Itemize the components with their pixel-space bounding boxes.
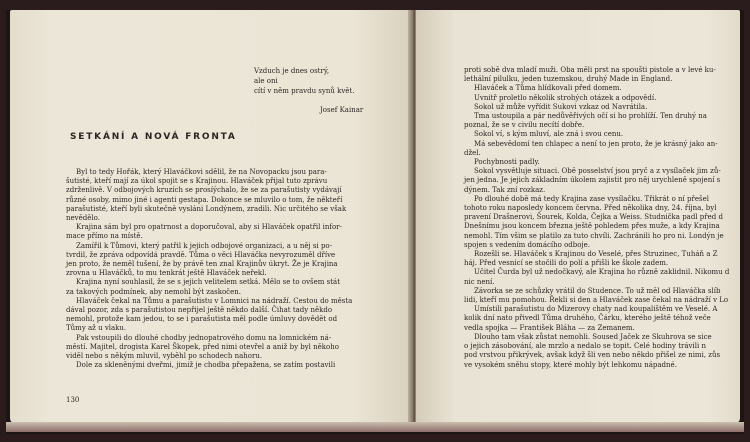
text-line: Uvnitř proletlo několik strohých otázek a odpovědí.	[474, 93, 657, 102]
text-line: nic není.	[464, 277, 495, 286]
text-line: o jejich zásobování, ale mrzlo a nedalo se topit. Celé hodiny trávili n	[464, 342, 706, 351]
text-line: proti sobě dva mladí muži. Oba měli prst na spoušti pistole a v levé ku-	[464, 66, 716, 74]
text-line: ve vysokém sněhu stopy, které mohly být lehkomu nápadné.	[464, 360, 677, 369]
text-line: Rozešli se. Hlaváček s Krajinou do Veselé, přes Struzinec, Tuháň a Z	[474, 250, 718, 259]
text-line: dával pozor, zda s parašutistou nepřijel ještě někdo další. Čihat tady někdo	[66, 306, 333, 315]
text-line: vedla spojka — František Bláha — za Zemanem.	[464, 323, 635, 332]
text-line: jen jedna. Je jejich základním úkolem zajistit pro něj urychleně spojení s	[464, 176, 721, 185]
text-line: šutisté, kteří mají za úkol spojit se s Krajinou. Hlaváček přijal tuto zprávu	[66, 177, 328, 186]
text-line: lidi, kteří mu pomohou. Řekli si den a Hlaváček zase čekal na nádraží v Lo	[464, 296, 729, 305]
text-line: Hlaváček a Tůma hlídkovali před domem.	[474, 84, 622, 93]
text-line: spojen s vedením domácího odboje.	[464, 240, 591, 249]
text-line: nemohl. Tím všim se platilo za tuto chvíli. Zachránili ho pro ni. Londýn je	[464, 231, 724, 240]
text-line: nemohl, protože kam jedou, to se i parašutista měl podle úmluvy dovědět od	[66, 315, 338, 324]
left-page	[10, 10, 414, 424]
text-line: Učitel Čurda byl už nedočkavý, ale Krajina ho různě zaklidnil. Nikomu d	[474, 268, 730, 277]
text-line: pod vrstvou přikrývek, avšak když šli ven nebo někdo přišel ze nimi, zůs	[464, 351, 721, 360]
text-line: viděl nebo s někým mluvil, vyběhl po schodech nahoru.	[66, 352, 263, 361]
epigraph-author: Josef Kainar	[320, 106, 364, 114]
text-line: džel.	[464, 148, 481, 157]
text-line: Sokol ví, s kým mluví, ale zná i svou cenu.	[474, 130, 624, 139]
left-body-text	[66, 168, 352, 370]
text-line: Zamířil k Tůmovi, který patřil k jejich odbojové organizaci, a u něj si po-	[76, 241, 333, 250]
text-line: Byl to tedy Hořák, který Hlaváčkovi sdělil, že na Novopacku jsou para-	[76, 168, 327, 176]
text-line: nevědělo.	[66, 214, 100, 223]
text-line: tohoto roku naposledy koncem června. Před několika dny, 24. října, byl	[464, 204, 717, 213]
poem-line: cítí v něm pravdu synů květ.	[254, 87, 355, 95]
chapter-title: SETKÁNÍ A NOVÁ FRONTA	[70, 132, 237, 142]
text-line: mace přímo na místě.	[66, 232, 143, 241]
text-line: Tůmy až u vlaku.	[66, 324, 127, 333]
text-line: Krajina sám byl pro opatrnost a doporučoval, aby si Hlaváček opatřil infor-	[76, 223, 342, 232]
text-line: Umístili parašutistu do Mizerovy chaty nad koupalištěm ve Veselé. A	[474, 305, 718, 314]
right-body-text	[464, 66, 729, 370]
poem-line: ale oni	[254, 77, 278, 85]
poem-line: Vzduch je dnes ostrý,	[254, 67, 330, 75]
page-edges	[6, 422, 744, 432]
text-line: za takových podmínek, aby nemohl být zaskočen.	[66, 287, 241, 296]
text-line: Hlaváček čekal na Tůmu a parašutistu v Lomnici na nádraží. Cestou do města	[76, 296, 353, 305]
text-line: zrovna u Hlaváčků, to mu tenkrát ještě Hlaváček neřekl.	[66, 269, 267, 278]
text-line: Má sebevědomí ten chlapec a není to jen proto, že je krásný jako an-	[474, 139, 718, 148]
text-line: Dole za skleněnými dveřmi, jimiž je chodba přepažena, se zatím postavili	[76, 361, 336, 370]
text-line: tvrdil, že zpráva odpovídá pravdě. Tůma o věci Hlaváčka nevyrozuměl dříve	[66, 250, 336, 259]
text-line: Dlouho tam však zůstat nemohli. Soused Jaček ze Skuhrova se sice	[474, 332, 712, 341]
text-line: Krajina nyní souhlasil, že se s jejich velitelem setká. Mělo se to ovšem stát	[76, 278, 341, 287]
text-line: zdrženlivě. V odbojových kruzích se prosíýchalo, že se za parašutisty vydávají	[66, 186, 342, 195]
text-line: Po dlouhé době má tedy Krajina zase vysílačku. Třikrát o ní přešel	[474, 194, 709, 203]
text-line: lethální pilulku, jeden tuzemskou, druhý Made in England.	[464, 75, 673, 84]
text-line: jen proto, že neměl tušení, že by právě ten znal Krajinův úkryt. Že je Krajina	[66, 260, 338, 269]
text-line: dýnem. Tak zní rozkaz.	[464, 185, 546, 194]
epigraph-poem	[254, 66, 354, 96]
text-line: Sokol už může vyřídit Sukovi vzkaz od Navrátila.	[474, 102, 648, 111]
text-line: Pak vstoupili do dlouhé chodby jednopatrového domu na lomnickém ná-	[76, 333, 332, 342]
text-line: pravení Drašnerovi, Šourek, Kolda, Čejka a Weiss. Studnička padl před d	[464, 213, 723, 222]
text-line: Tma ustoupila a pár nedůvěřivých očí si ho prohlíží. Ten druhý na	[474, 112, 707, 121]
text-line: Dnešnímu jsou koncem března ještě pohledem přes muže, a kdy Krajina	[464, 222, 720, 231]
text-line: různé osoby, mimo jiné i agenti gestapa. Dokonce se mluvilo o tom, že někteří	[66, 195, 343, 204]
text-line: Závorka se ze schůzky vrátil do Studence. To už měl od Hlaváčka slíb	[474, 286, 721, 295]
text-line: parašutisté, kteří byli skutečně vysláni Londýnem, zradili. Nic určitého se však	[66, 204, 347, 213]
text-line: Sokol vysvětluje situaci. Obě posselství jsou pryč a z vysílaček jim zů-	[474, 167, 721, 176]
text-line: městí. Majitel, drogista Karel Škopek, před nimi otevřel a aniž by byl někoho	[66, 342, 339, 351]
text-line: kolik dní nato přivedl Tůma druhého, Čárku, kterého ještě téhož veče	[464, 314, 711, 323]
text-line: háj. Před vesnicí se stočili do polí a přišli ke škole zadem.	[464, 259, 669, 268]
text-line: poznal, že se v civilu necítí dobře.	[464, 121, 585, 130]
text-line: Pochybnosti padly.	[474, 158, 540, 167]
open-book	[6, 10, 744, 434]
right-page	[416, 10, 740, 424]
page-number: 130	[66, 396, 80, 404]
